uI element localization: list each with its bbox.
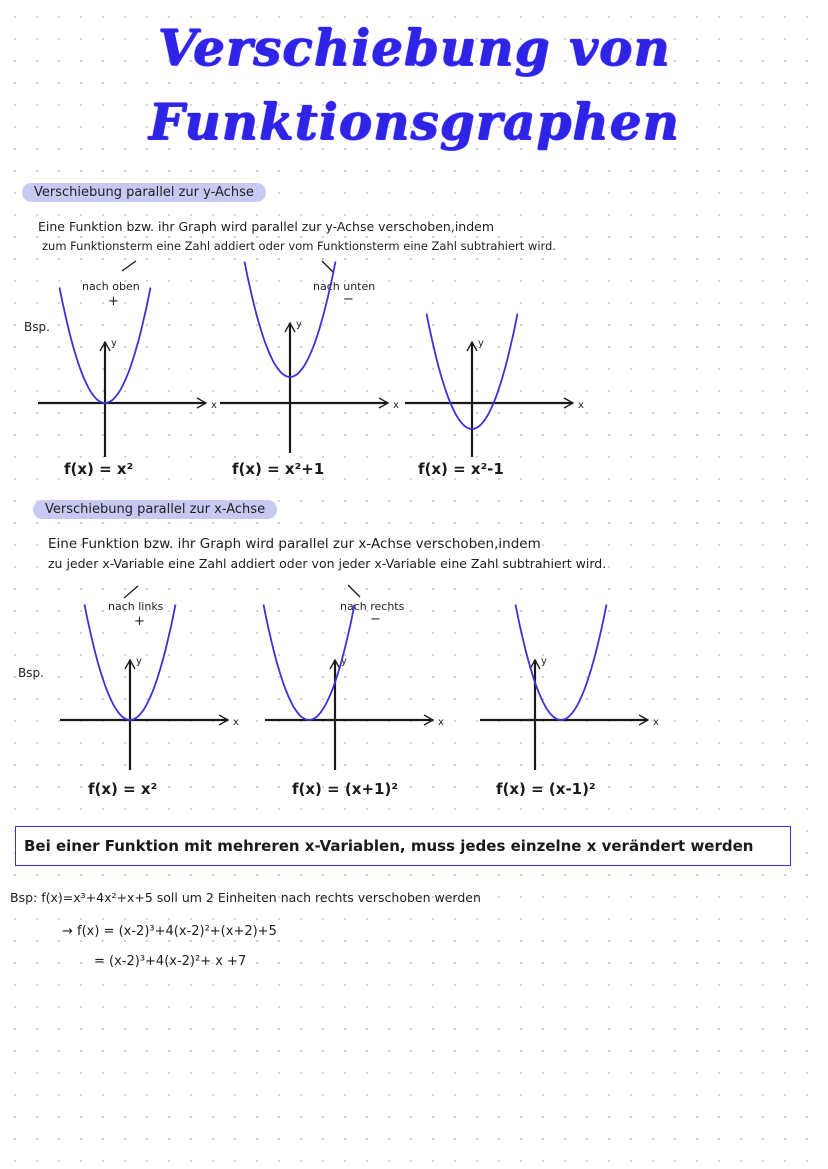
example-line-1: Bsp: f(x)=x³+4x²+x+5 soll um 2 Einheiten nach rechts verschoben werden	[10, 890, 481, 905]
label-nach-rechts: nach rechts	[340, 600, 405, 613]
x-axis-label: x	[233, 717, 239, 728]
y-axis-label: y	[296, 319, 302, 330]
graph-x-minus-1-squared	[480, 640, 660, 770]
x-axis-label: x	[211, 400, 217, 411]
formula-y-3: f(x) = x²-1	[418, 460, 504, 478]
section-x-heading: Verschiebung parallel zur x-Achse	[33, 500, 277, 519]
stroke-left	[124, 586, 138, 598]
label-nach-links: nach links	[108, 600, 164, 613]
section-x-text-2: zu jeder x-Variable eine Zahl addiert oder von jeder x-Variable eine Zahl subtrahiert wird.	[48, 556, 607, 571]
stroke-up	[122, 261, 136, 271]
note-text: Bei einer Funktion mit mehreren x-Variablen, muss jedes einzelne x verändert werden	[24, 837, 754, 855]
sign-plus-y: +	[108, 294, 119, 309]
sign-minus-x: −	[370, 612, 381, 627]
x-axis-label: x	[653, 717, 659, 728]
x-axis-label: x	[393, 400, 399, 411]
formula-x-2: f(x) = (x+1)²	[292, 780, 398, 798]
graph-x-squared-plus-1	[220, 303, 400, 453]
x-axis-label: x	[578, 400, 584, 411]
graph-x-squared	[38, 322, 218, 457]
section-y-text-1: Eine Funktion bzw. ihr Graph wird parallel zur y-Achse verschoben,indem	[38, 219, 495, 234]
formula-x-3: f(x) = (x-1)²	[496, 780, 596, 798]
stroke-right	[348, 585, 360, 597]
stroke-down	[322, 261, 334, 273]
label-nach-oben: nach oben	[82, 280, 140, 293]
sign-minus-y: −	[343, 292, 354, 307]
bsp-label-x: Bsp.	[18, 666, 44, 680]
example-line-3: = (x-2)³+4(x-2)²+ x +7	[94, 954, 247, 969]
section-y-text-2: zum Funktionsterm eine Zahl addiert oder vom Funktionsterm eine Zahl subtrahiert wird.	[42, 239, 557, 253]
graph-x-plus-1-squared	[265, 640, 445, 770]
title-line-1: Verschiebung von	[157, 18, 671, 77]
y-axis-label: y	[136, 656, 142, 667]
title-line-2: Funktionsgraphen	[148, 92, 680, 151]
y-axis-label: y	[111, 338, 117, 349]
y-axis-label: y	[341, 656, 347, 667]
sign-plus-x: +	[134, 614, 145, 629]
example-line-2: → f(x) = (x-2)³+4(x-2)²+(x+2)+5	[62, 924, 277, 939]
graph-x-squared-b	[60, 640, 240, 770]
section-x-text-1: Eine Funktion bzw. ihr Graph wird parallel zur x-Achse verschoben,indem	[48, 536, 541, 552]
x-axis-label: x	[438, 717, 444, 728]
formula-x-1: f(x) = x²	[88, 780, 158, 798]
formula-y-2: f(x) = x²+1	[232, 460, 325, 478]
section-y-heading: Verschiebung parallel zur y-Achse	[22, 183, 266, 202]
y-axis-label: y	[541, 656, 547, 667]
label-nach-unten: nach unten	[313, 280, 376, 293]
y-axis-label: y	[478, 338, 484, 349]
bsp-label-y: Bsp.	[24, 320, 50, 334]
graph-x-squared-minus-1	[405, 322, 585, 457]
note-box	[15, 826, 791, 866]
formula-y-1: f(x) = x²	[64, 460, 134, 478]
